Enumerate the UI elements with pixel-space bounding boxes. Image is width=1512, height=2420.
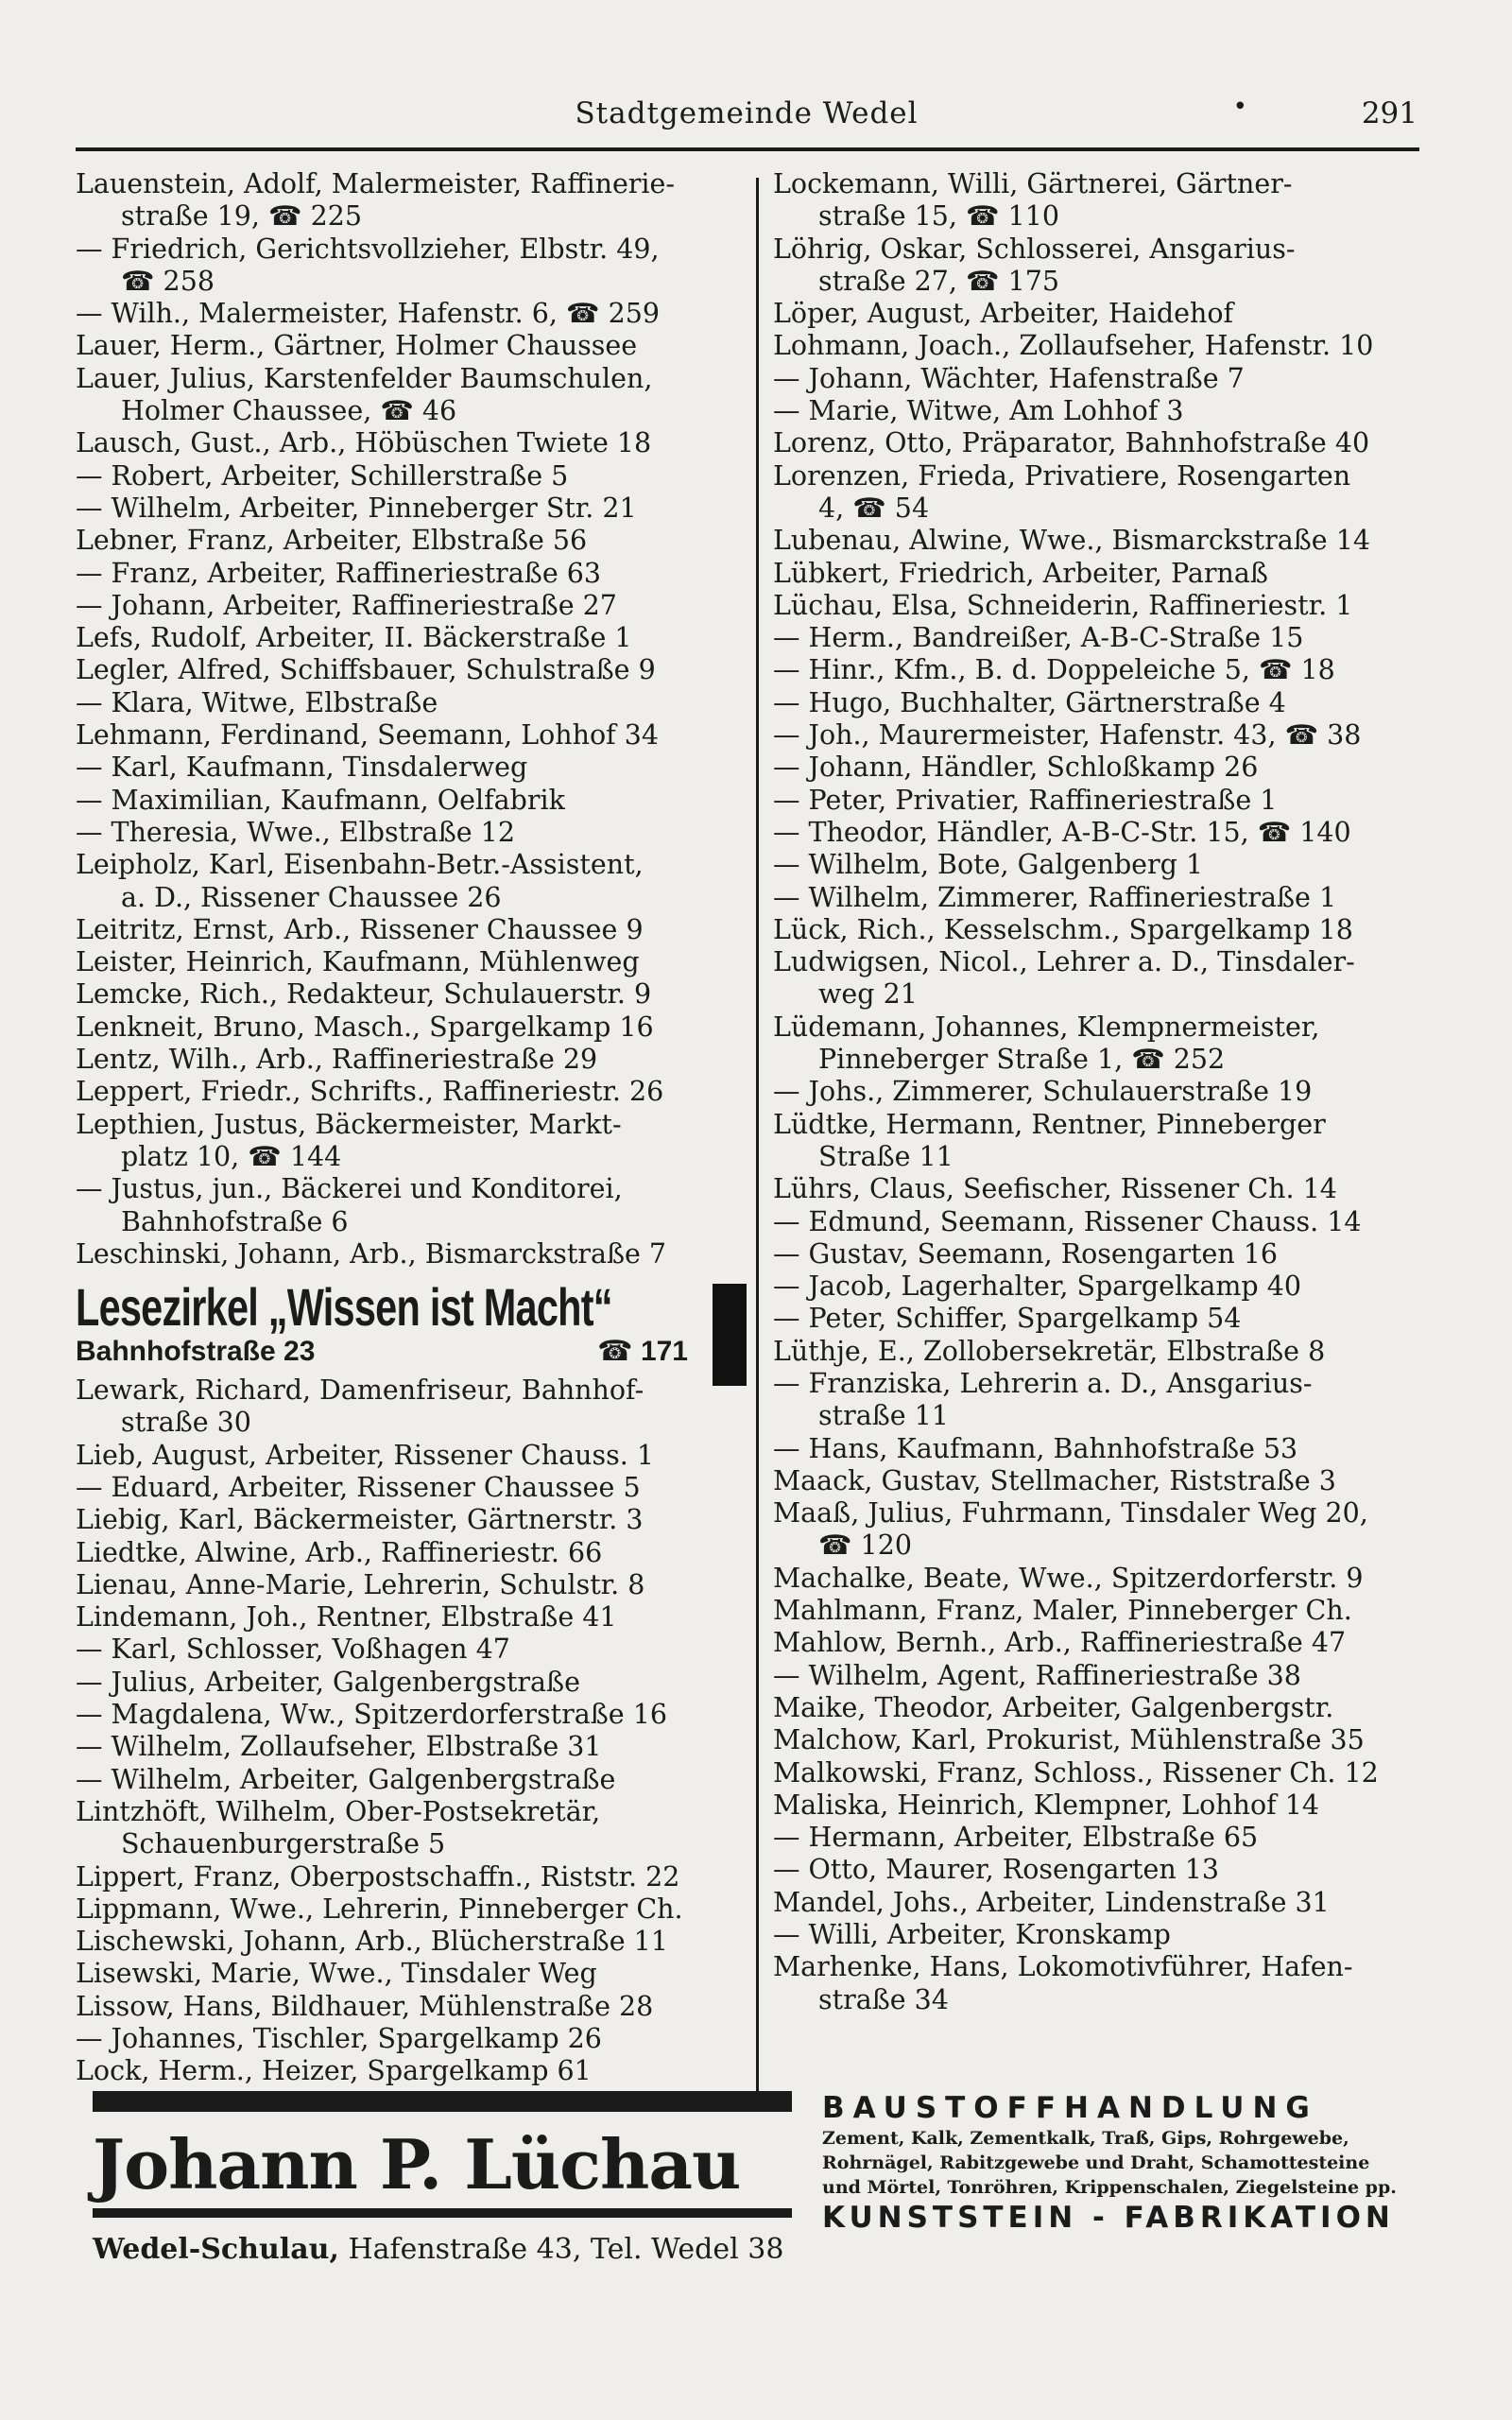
directory-entry-continuation: platz 10, ☎ 144 (121, 1140, 342, 1172)
directory-entry: Lorenz, Otto, Präparator, Bahnhofstraße 40 (773, 427, 1370, 459)
directory-entry: Lehmann, Ferdinand, Seemann, Lohhof 34 (76, 719, 660, 752)
directory-entry: Lienau, Anne-Marie, Lehrerin, Schulstr. 8 (76, 1568, 645, 1600)
company-town: Wedel-Schulau, (93, 2233, 339, 2266)
directory-entry: Lieb, August, Arbeiter, Rissener Chauss. 1 (76, 1439, 654, 1471)
directory-entry: — Peter, Schiffer, Spargelkamp 54 (773, 1303, 1242, 1335)
directory-entry: — Wilh., Malermeister, Hafenstr. 6, ☎ 259 (76, 298, 660, 330)
directory-entry: Maack, Gustav, Stellmacher, Riststraße 3 (773, 1464, 1336, 1496)
directory-entry: — Magdalena, Ww., Spitzerdorferstraße 16 (76, 1699, 667, 1731)
directory-entry: Lauenstein, Adolf, Malermeister, Raffinerie- (76, 168, 676, 199)
directory-entry: Liedtke, Alwine, Arb., Raffineriestr. 66 (76, 1536, 603, 1568)
directory-entry: — Julius, Arbeiter, Galgenbergstraße (76, 1666, 580, 1698)
product-heading: BAUSTOFFHANDLUNG (822, 2091, 1318, 2125)
page-header (76, 95, 1418, 151)
lesezirkel-contact (76, 1335, 688, 1369)
directory-entry: — Marie, Witwe, Am Lohhof 3 (773, 395, 1184, 427)
directory-entry: Lenkneit, Bruno, Masch., Spargelkamp 16 (76, 1011, 654, 1043)
directory-entry: Lindemann, Joh., Rentner, Elbstraße 41 (76, 1601, 617, 1634)
directory-entry: — Otto, Maurer, Rosengarten 13 (773, 1854, 1220, 1886)
directory-entry-continuation: ☎ 120 (818, 1530, 912, 1562)
directory-entry: — Johann, Wächter, Hafenstraße 7 (773, 362, 1245, 394)
directory-entry-continuation: ☎ 258 (121, 265, 215, 297)
directory-entry: — Franz, Arbeiter, Raffineriestraße 63 (76, 557, 602, 589)
company-name: Johann P. Lüchau (93, 2124, 741, 2204)
directory-entry: — Johann, Händler, Schloßkamp 26 (773, 752, 1259, 784)
directory-entry: — Herm., Bandreißer, A-B-C-Straße 15 (773, 622, 1304, 654)
directory-entry: Lippmann, Wwe., Lehrerin, Pinneberger Ch. (76, 1893, 683, 1925)
directory-entry-continuation: straße 19, ☎ 225 (121, 200, 362, 233)
directory-entry: Maike, Theodor, Arbeiter, Galgenbergstr. (773, 1691, 1334, 1723)
directory-entry: — Jacob, Lagerhalter, Spargelkamp 40 (773, 1270, 1301, 1303)
company-products (822, 2091, 1493, 2237)
lesezirkel-title: Lesezirkel „Wissen ist Macht“ (76, 1277, 612, 1338)
company-street-phone: Hafenstraße 43, Tel. Wedel 38 (348, 2233, 784, 2266)
left-entry-list-continued (76, 1374, 737, 2088)
column-divider (756, 178, 759, 2097)
directory-entry-continuation: weg 21 (818, 978, 918, 1011)
lesezirkel-street: Bahnhofstraße 23 (76, 1336, 316, 1368)
directory-entry: — Gustav, Seemann, Rosengarten 16 (773, 1237, 1279, 1270)
directory-entry: Lebner, Franz, Arbeiter, Elbstraße 56 (76, 525, 588, 557)
directory-entry: Lentz, Wilh., Arb., Raffineriestraße 29 (76, 1044, 598, 1076)
directory-entry: Lüdtke, Hermann, Rentner, Pinneberger (773, 1108, 1326, 1140)
directory-entry: Marhenke, Hans, Lokomotivführer, Hafen- (773, 1951, 1353, 1983)
directory-entry: Mandel, Johs., Arbeiter, Lindenstraße 31 (773, 1886, 1330, 1918)
directory-entry: — Maximilian, Kaufmann, Oelfabrik (76, 784, 565, 816)
directory-entry: Leitritz, Ernst, Arb., Rissener Chaussee 9 (76, 913, 644, 945)
product-line-3: und Mörtel, Tonröhren, Krippenschalen, Ziegelsteine pp. (822, 2177, 1397, 2198)
directory-entry-continuation: straße 11 (818, 1400, 949, 1432)
directory-entry: Ludwigsen, Nicol., Lehrer a. D., Tinsdaler- (773, 946, 1355, 978)
directory-entry: Liebig, Karl, Bäckermeister, Gärtnerstr. 3 (76, 1504, 644, 1536)
directory-entry: — Franziska, Lehrerin a. D., Ansgarius- (773, 1367, 1313, 1399)
directory-entry-continuation: straße 34 (818, 1983, 949, 2015)
directory-entry: Maliska, Heinrich, Klempner, Lohhof 14 (773, 1789, 1319, 1821)
directory-entry: Löhrig, Oskar, Schlosserei, Ansgarius- (773, 233, 1296, 265)
directory-entry: — Hans, Kaufmann, Bahnhofstraße 53 (773, 1432, 1298, 1464)
directory-entry: Lepthien, Justus, Bäckermeister, Markt- (76, 1108, 622, 1140)
directory-entry: Leppert, Friedr., Schrifts., Raffineriestr. 26 (76, 1076, 664, 1108)
directory-entry: Lüthje, E., Zollobersekretär, Elbstraße 8 (773, 1335, 1326, 1367)
directory-entry: Machalke, Beate, Wwe., Spitzerdorferstr. 9 (773, 1562, 1364, 1594)
directory-entry: — Wilhelm, Arbeiter, Pinneberger Str. 21 (76, 492, 637, 524)
directory-entry: Lewark, Richard, Damenfriseur, Bahnhof- (76, 1374, 644, 1407)
directory-entry: — Hermann, Arbeiter, Elbstraße 65 (773, 1822, 1259, 1854)
directory-entry: — Hinr., Kfm., B. d. Doppeleiche 5, ☎ 18 (773, 654, 1335, 686)
directory-entry: Lubenau, Alwine, Wwe., Bismarckstraße 14 (773, 525, 1370, 557)
directory-entry: — Justus, jun., Bäckerei und Konditorei, (76, 1173, 623, 1205)
directory-entry: Lück, Rich., Kesselschm., Spargelkamp 18 (773, 913, 1353, 945)
directory-entry-continuation: Holmer Chaussee, ☎ 46 (121, 395, 457, 427)
lesezirkel-phone: ☎ 171 (597, 1336, 688, 1368)
directory-entry: — Theodor, Händler, A-B-C-Str. 15, ☎ 140 (773, 816, 1351, 848)
product-line-2: Rohrnägel, Rabitzgewebe und Draht, Schamottesteine (822, 2152, 1370, 2173)
directory-entry: Lemcke, Rich., Redakteur, Schulauerstr. 9 (76, 978, 652, 1011)
directory-entry: — Peter, Privatier, Raffineriestraße 1 (773, 784, 1278, 816)
directory-entry-continuation: Schauenburgerstraße 5 (121, 1828, 446, 1860)
directory-entry-continuation: straße 15, ☎ 110 (818, 200, 1059, 233)
directory-entry: Lohmann, Joach., Zollaufseher, Hafenstr. 10 (773, 330, 1374, 362)
right-entry-list (773, 168, 1455, 2016)
directory-entry: Malchow, Karl, Prokurist, Mühlenstraße 35 (773, 1724, 1365, 1756)
directory-entry-continuation: Straße 11 (818, 1140, 954, 1172)
directory-entry: Lührs, Claus, Seefischer, Rissener Ch. 14 (773, 1173, 1337, 1205)
directory-entry: Leipholz, Karl, Eisenbahn-Betr.-Assistent, (76, 849, 644, 881)
directory-entry: — Theresia, Wwe., Elbstraße 12 (76, 816, 515, 848)
directory-entry: — Wilhelm, Bote, Galgenberg 1 (773, 849, 1204, 881)
header-rule (76, 147, 1419, 151)
directory-entry: Mahlmann, Franz, Maler, Pinneberger Ch. (773, 1595, 1352, 1627)
directory-entry: — Edmund, Seemann, Rissener Chauss. 14 (773, 1205, 1362, 1237)
directory-entry: — Wilhelm, Zimmerer, Raffineriestraße 1 (773, 881, 1337, 913)
directory-entry: — Wilhelm, Agent, Raffineriestraße 38 (773, 1659, 1301, 1691)
directory-entry: Lauer, Julius, Karstenfelder Baumschulen, (76, 362, 653, 394)
directory-entry: — Eduard, Arbeiter, Rissener Chaussee 5 (76, 1471, 641, 1503)
directory-entry: — Karl, Kaufmann, Tinsdalerweg (76, 752, 528, 784)
directory-entry: Legler, Alfred, Schiffsbauer, Schulstraße 9 (76, 654, 656, 686)
directory-entry-continuation: 4, ☎ 54 (818, 492, 930, 524)
footer-bar-bottom (93, 2208, 792, 2218)
directory-entry-continuation: Pinneberger Straße 1, ☎ 252 (818, 1044, 1226, 1076)
directory-entry: Leister, Heinrich, Kaufmann, Mühlenweg (76, 946, 640, 978)
directory-entry: Lauer, Herm., Gärtner, Holmer Chaussee (76, 330, 638, 362)
directory-entry: Lischewski, Johann, Arb., Blücherstraße 11 (76, 1926, 668, 1958)
header-mark: • (1232, 93, 1247, 121)
directory-entry: Lisewski, Marie, Wwe., Tinsdaler Weg (76, 1958, 597, 1990)
lesezirkel-bar (713, 1284, 747, 1386)
directory-entry-continuation: a. D., Rissener Chaussee 26 (121, 881, 502, 913)
directory-entry: Lüdemann, Johannes, Klempnermeister, (773, 1011, 1320, 1043)
company-address (93, 2233, 783, 2267)
directory-entry: — Robert, Arbeiter, Schillerstraße 5 (76, 459, 569, 492)
directory-entry: Lippert, Franz, Oberpostschaffn., Riststr. 22 (76, 1860, 680, 1893)
directory-entry: — Karl, Schlosser, Voßhagen 47 (76, 1634, 510, 1666)
directory-entry: — Joh., Maurermeister, Hafenstr. 43, ☎ 38 (773, 719, 1362, 752)
directory-entry: Lübkert, Friedrich, Arbeiter, Parnaß (773, 557, 1268, 589)
directory-entry: — Johann, Arbeiter, Raffineriestraße 27 (76, 589, 617, 621)
directory-entry-continuation: Bahnhofstraße 6 (121, 1205, 349, 1237)
directory-entry: Lissow, Hans, Bildhauer, Mühlenstraße 28 (76, 1990, 654, 2022)
directory-entry: — Wilhelm, Zollaufseher, Elbstraße 31 (76, 1731, 602, 1763)
directory-entry: Lausch, Gust., Arb., Höbüschen Twiete 18 (76, 427, 652, 459)
directory-entry: Malkowski, Franz, Schloss., Rissener Ch. 12 (773, 1756, 1379, 1789)
directory-entry: — Johs., Zimmerer, Schulauerstraße 19 (773, 1076, 1313, 1108)
directory-entry: Lock, Herm., Heizer, Spargelkamp 61 (76, 2055, 592, 2087)
directory-entry: Lintzhöft, Wilhelm, Ober-Postsekretär, (76, 1795, 601, 1827)
footer-advertisement (93, 2091, 1455, 2318)
directory-entry: Lüchau, Elsa, Schneiderin, Raffineriestr. 1 (773, 589, 1353, 621)
product-line-1: Zement, Kalk, Zementkalk, Traß, Gips, Rohrgewebe, (822, 2128, 1349, 2149)
directory-entry: Löper, August, Arbeiter, Haidehof (773, 298, 1234, 330)
left-entry-list (76, 168, 737, 1270)
directory-entry: Mahlow, Bernh., Arb., Raffineriestraße 47 (773, 1627, 1347, 1659)
left-column (76, 168, 737, 2088)
directory-entry: — Hugo, Buchhalter, Gärtnerstraße 4 (773, 686, 1286, 718)
directory-entry: — Friedrich, Gerichtsvollzieher, Elbstr. 49, (76, 233, 660, 265)
directory-entry: — Willi, Arbeiter, Kronskamp (773, 1919, 1171, 1951)
directory-entry-continuation: straße 27, ☎ 175 (818, 265, 1059, 297)
lesezirkel-ad (76, 1277, 737, 1369)
directory-entry: — Wilhelm, Arbeiter, Galgenbergstraße (76, 1763, 616, 1795)
directory-entry-continuation: straße 30 (121, 1407, 251, 1439)
page-number: 291 (1361, 96, 1418, 130)
product-heading-2: KUNSTSTEIN - FABRIKATION (822, 2201, 1395, 2235)
directory-entry: — Johannes, Tischler, Spargelkamp 26 (76, 2023, 602, 2055)
directory-entry: Lockemann, Willi, Gärtnerei, Gärtner- (773, 168, 1293, 199)
directory-entry: Leschinski, Johann, Arb., Bismarckstraße 7 (76, 1237, 667, 1270)
page-title: Stadtgemeinde Wedel (575, 96, 919, 130)
directory-entry: Lefs, Rudolf, Arbeiter, II. Bäckerstraße 1 (76, 622, 632, 654)
directory-entry: Lorenzen, Frieda, Privatiere, Rosengarten (773, 459, 1351, 492)
directory-entry: Maaß, Julius, Fuhrmann, Tinsdaler Weg 20, (773, 1497, 1368, 1530)
right-column (773, 168, 1455, 2016)
directory-entry: — Klara, Witwe, Elbstraße (76, 686, 438, 718)
footer-bar-top (93, 2091, 792, 2112)
